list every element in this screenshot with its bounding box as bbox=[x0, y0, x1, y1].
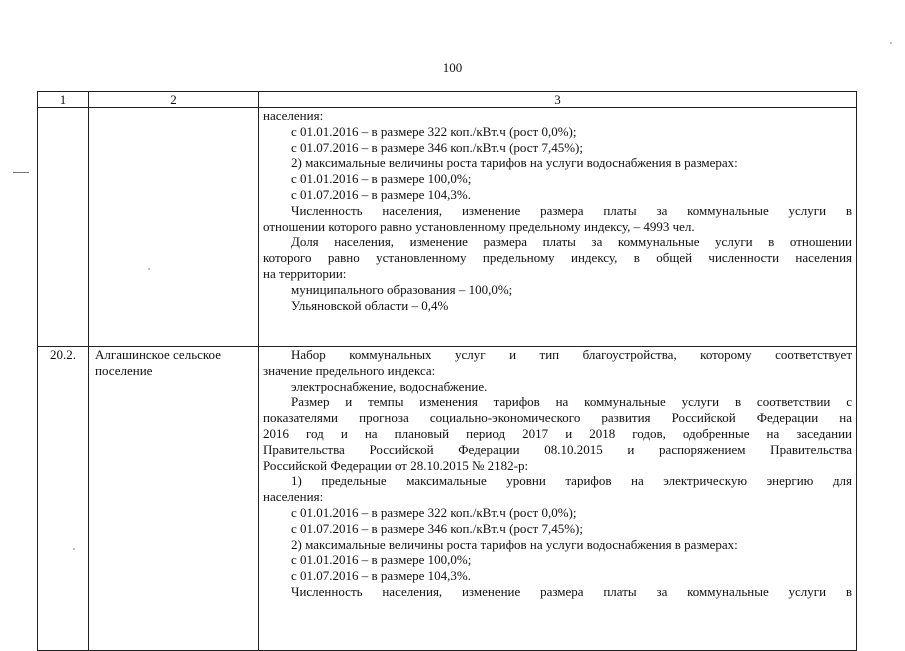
content-line: Численность населения, изменение размера платы за коммунальные услуги в bbox=[291, 202, 852, 218]
content-line: Российской Федерации от 28.10.2015 № 2182-р: bbox=[263, 457, 529, 473]
content-line: с 01.01.2016 – в размере 322 коп./кВт.ч (рост 0,0%); bbox=[291, 123, 577, 139]
scan-speck bbox=[73, 548, 75, 550]
row-content-lines bbox=[263, 108, 852, 313]
row-number: 20.2. bbox=[38, 347, 89, 651]
column-header-3: 3 bbox=[259, 92, 857, 108]
row-content bbox=[259, 347, 857, 651]
table-header-row bbox=[38, 92, 857, 108]
content-line: с 01.01.2016 – в размере 100,0%; bbox=[291, 171, 472, 187]
content-line: которого равно установленному предельному индексу, в общей численности населения bbox=[263, 250, 852, 266]
content-line: с 01.01.2016 – в размере 100,0%; bbox=[291, 552, 472, 568]
content-line: Размер и темпы изменения тарифов на коммунальные услуги в соответствии с bbox=[291, 394, 852, 410]
page-number: 100 bbox=[442, 60, 463, 75]
table-row bbox=[38, 347, 857, 651]
content-line: населения: bbox=[263, 108, 324, 123]
row-name bbox=[89, 108, 259, 347]
column-header-2: 2 bbox=[89, 92, 259, 108]
content-line: отношении которого равно установленному предельному индексу, – 4993 чел. bbox=[263, 218, 695, 234]
table-row bbox=[38, 108, 857, 347]
row-number bbox=[38, 108, 89, 347]
content-line: Численность населения, изменение размера платы за коммунальные услуги в bbox=[291, 583, 852, 599]
row-content-lines bbox=[263, 347, 852, 600]
content-line: с 01.07.2016 – в размере 346 коп./кВт.ч (рост 7,45%); bbox=[291, 520, 583, 536]
content-line: с 01.07.2016 – в размере 346 коп./кВт.ч (рост 7,45%); bbox=[291, 139, 583, 155]
content-line: Доля населения, изменение размера платы за коммунальные услуги в отношении bbox=[291, 234, 852, 250]
content-line: показателями прогноза социально-экономического развития Российской Федерации на bbox=[263, 410, 852, 426]
row-name: Алгашинское сельское поселение bbox=[89, 347, 259, 651]
content-line: 2) максимальные величины роста тарифов на услуги водоснабжения в размерах: bbox=[291, 155, 738, 171]
content-line: с 01.01.2016 – в размере 322 коп./кВт.ч (рост 0,0%); bbox=[291, 504, 577, 520]
content-line: Набор коммунальных услуг и тип благоустройства, которому соответствует bbox=[291, 347, 852, 362]
row-content bbox=[259, 108, 857, 347]
content-line: 2) максимальные величины роста тарифов на услуги водоснабжения в размерах: bbox=[291, 536, 738, 552]
content-line: Ульяновской области – 0,4% bbox=[291, 297, 449, 313]
column-header-1: 1 bbox=[38, 92, 89, 108]
content-line: 2016 год и на плановый период 2017 и 2018 годов, одобренные на заседании bbox=[263, 425, 852, 441]
content-line: на территории: bbox=[263, 265, 347, 281]
content-line: электроснабжение, водоснабжение. bbox=[291, 378, 488, 394]
margin-mark bbox=[13, 172, 29, 173]
content-line: с 01.07.2016 – в размере 104,3%. bbox=[291, 186, 471, 202]
content-line: значение предельного индекса: bbox=[263, 362, 436, 378]
scan-speck bbox=[148, 268, 150, 270]
document-table bbox=[37, 91, 857, 651]
scan-speck bbox=[890, 42, 892, 44]
content-line: Правительства Российской Федерации 08.10.2015 и распоряжением Правительства bbox=[263, 441, 852, 457]
content-line: 1) предельные максимальные уровни тарифов на электрическую энергию для bbox=[291, 473, 852, 489]
content-line: населения: bbox=[263, 489, 324, 505]
content-line: муниципального образования – 100,0%; bbox=[291, 281, 513, 297]
content-line: с 01.07.2016 – в размере 104,3%. bbox=[291, 568, 471, 584]
